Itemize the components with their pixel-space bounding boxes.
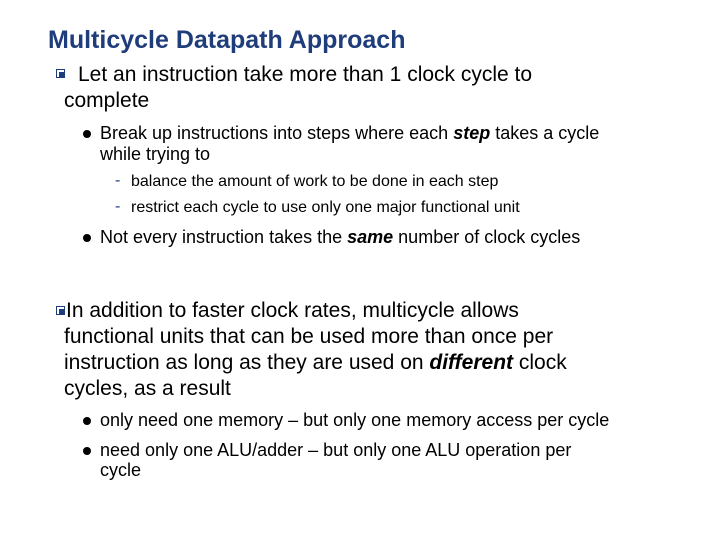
round-bullet-icon xyxy=(83,417,91,425)
square-bullet-icon xyxy=(56,69,65,78)
subpoint-1-2 xyxy=(100,227,580,248)
emphasis-step: step xyxy=(453,123,491,143)
point-1-line-1: Let an instruction take more than 1 clock cycle to xyxy=(78,63,533,86)
point-2-line-3-text-a: instruction as long as they are used on xyxy=(64,351,430,374)
point-2-line-1: In addition to faster clock rates, multicycle allows xyxy=(66,299,519,322)
subpoint-2-2-line-1: need only one ALU/adder – but only one ALU operation per xyxy=(100,440,572,460)
subpoint-2-1: only need one memory – but only one memory access per cycle xyxy=(100,410,610,430)
subpoint-1-1-text-b: takes a cycle xyxy=(490,123,600,143)
item-1: balance the amount of work to be done in each step xyxy=(131,173,499,190)
subpoint-1-2-text-b: number of clock cycles xyxy=(393,227,581,247)
emphasis-different: different xyxy=(429,351,514,374)
slide-title: Multicycle Datapath Approach xyxy=(48,26,406,54)
emphasis-same: same xyxy=(347,227,394,247)
round-bullet-icon xyxy=(83,234,91,242)
item-2: restrict each cycle to use only one major functional unit xyxy=(131,199,520,216)
subpoint-1-1-line-1 xyxy=(100,123,599,144)
round-bullet-icon xyxy=(83,130,91,138)
subpoint-2-2-line-2: cycle xyxy=(100,460,142,480)
dash-bullet-icon: - xyxy=(115,198,121,215)
point-2-line-3 xyxy=(64,350,567,376)
subpoint-1-1-line-2: while trying to xyxy=(100,144,211,164)
subpoint-1-2-text-a: Not every instruction takes the xyxy=(100,227,348,247)
point-2-line-3-text-b: clock xyxy=(513,351,567,374)
subpoint-1-1-text-a: Break up instructions into steps where each xyxy=(100,123,454,143)
square-bullet-icon xyxy=(56,306,65,315)
point-2-line-2: functional units that can be used more than once per xyxy=(64,325,554,348)
point-2-line-4: cycles, as a result xyxy=(64,377,231,400)
dash-bullet-icon: - xyxy=(115,172,121,189)
point-1-line-2: complete xyxy=(64,89,150,112)
round-bullet-icon xyxy=(83,447,91,455)
